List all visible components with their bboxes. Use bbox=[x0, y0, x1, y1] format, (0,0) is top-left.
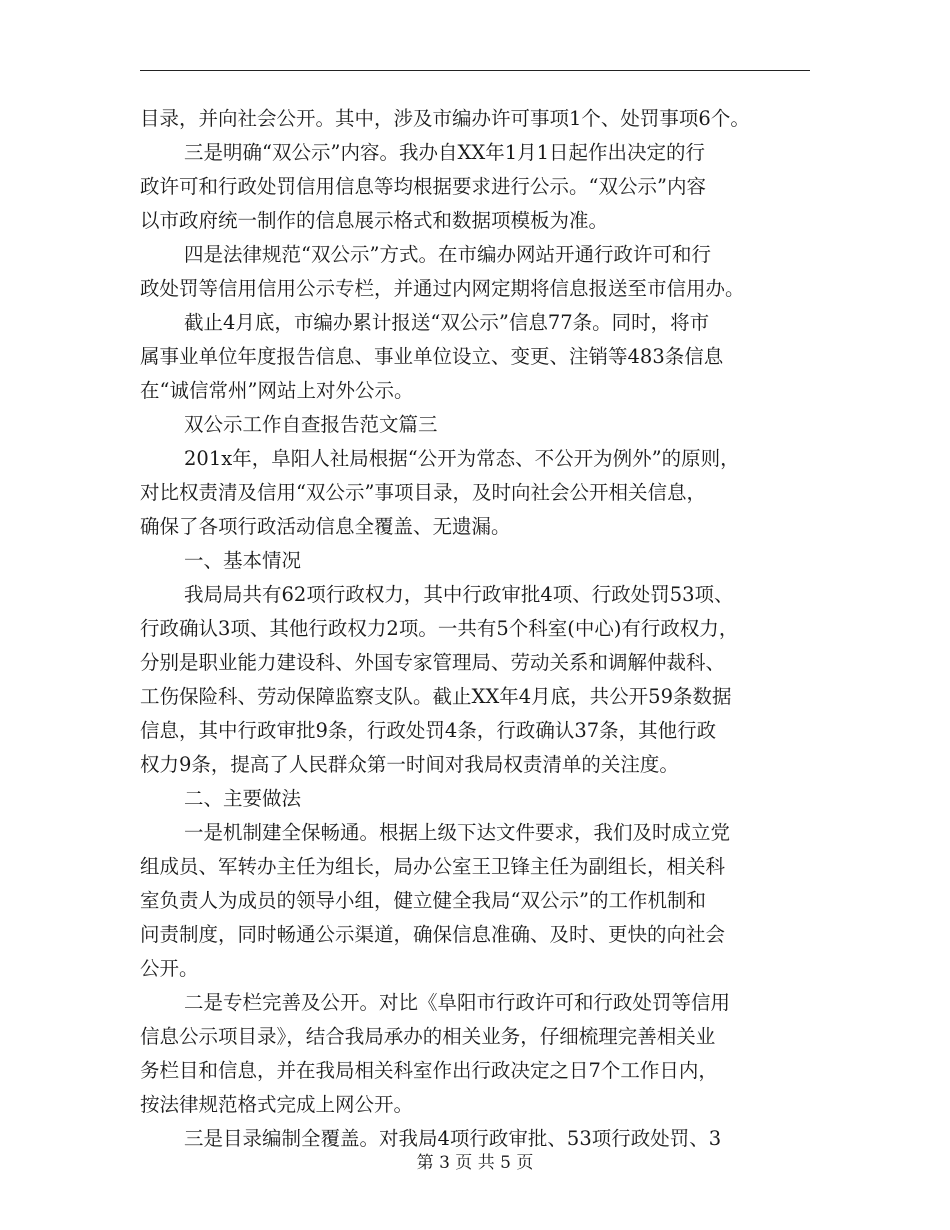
text-line: 工伤保险科、劳动保障监察支队。截止XX年4月底，共公开59条数据 bbox=[140, 685, 732, 708]
text-line: 行政确认3项、其他行政权力2项。一共有5个科室(中心)有行政权力， bbox=[140, 617, 739, 640]
text-line: 以市政府统一制作的信息展示格式和数据项模板为准。 bbox=[140, 209, 609, 232]
text-line: 公开。 bbox=[140, 957, 199, 980]
text-line: 信息，其中行政审批9条，行政处罚4条，行政确认37条，其他行政 bbox=[140, 719, 717, 742]
text-line: 政许可和行政处罚信用信息等均根据要求进行公示。“双公示”内容 bbox=[140, 175, 706, 198]
text-line: 权力9条，提高了人民群众第一时间对我局权责清单的关注度。 bbox=[140, 753, 679, 776]
section-heading: 二、主要做法 bbox=[184, 787, 302, 810]
text-line: 在“诚信常州”网站上对外公示。 bbox=[140, 379, 414, 402]
text-line: 问责制度，同时畅通公示渠道，确保信息准确、及时、更快的向社会 bbox=[140, 923, 726, 946]
section-title: 双公示工作自查报告范文篇三 bbox=[184, 413, 438, 436]
text-line: 三是明确“双公示”内容。我办自XX年1月1日起作出决定的行 bbox=[184, 141, 706, 164]
text-line: 组成员、军转办主任为组长，局办公室王卫锋主任为副组长，相关科 bbox=[140, 855, 726, 878]
text-line: 分别是职业能力建设科、外国专家管理局、劳动关系和调解仲裁科、 bbox=[140, 651, 726, 674]
text-line: 我局局共有62项行政权力，其中行政审批4项、行政处罚53项、 bbox=[184, 583, 734, 606]
text-line: 对比权责清及信用“双公示”事项目录，及时向社会公开相关信息， bbox=[140, 481, 706, 504]
section-heading: 一、基本情况 bbox=[184, 549, 302, 572]
text-line: 按法律规范格式完成上网公开。 bbox=[140, 1093, 414, 1116]
text-line: 三是目录编制全覆盖。对我局4项行政审批、53项行政处罚、3 bbox=[184, 1127, 722, 1150]
page-number-footer: 第 3 页 共 5 页 bbox=[416, 1153, 534, 1173]
text-line: 政处罚等信用信用公示专栏，并通过内网定期将信息报送至市信用办。 bbox=[140, 277, 745, 300]
text-line: 201x年，阜阳人社局根据“公开为常态、不公开为例外”的原则， bbox=[184, 447, 740, 470]
text-line: 务栏目和信息，并在我局相关科室作出行政决定之日7个工作日内， bbox=[140, 1059, 718, 1082]
text-line: 一是机制建全保畅通。根据上级下达文件要求，我们及时成立党 bbox=[184, 821, 731, 844]
text-line: 二是专栏完善及公开。对比《阜阳市行政许可和行政处罚等信用 bbox=[184, 991, 731, 1014]
header-rule bbox=[140, 70, 810, 71]
text-line: 室负责人为成员的领导小组，健立健全我局“双公示”的工作机制和 bbox=[140, 889, 706, 912]
text-line: 信息公示项目录》，结合我局承办的相关业务，仔细梳理完善相关业 bbox=[140, 1025, 716, 1048]
text-line: 目录，并向社会公开。其中，涉及市编办许可事项1个、处罚事项6个。 bbox=[140, 107, 750, 130]
text-line: 截止4月底，市编办累计报送“双公示”信息77条。同时，将市 bbox=[184, 311, 710, 334]
document-body bbox=[140, 102, 830, 1156]
text-line: 四是法律规范“双公示”方式。在市编办网站开通行政许可和行 bbox=[184, 243, 711, 266]
text-line: 属事业单位年度报告信息、事业单位设立、变更、注销等483条信息 bbox=[140, 345, 724, 368]
text-line: 确保了各项行政活动信息全覆盖、无遗漏。 bbox=[140, 515, 511, 538]
